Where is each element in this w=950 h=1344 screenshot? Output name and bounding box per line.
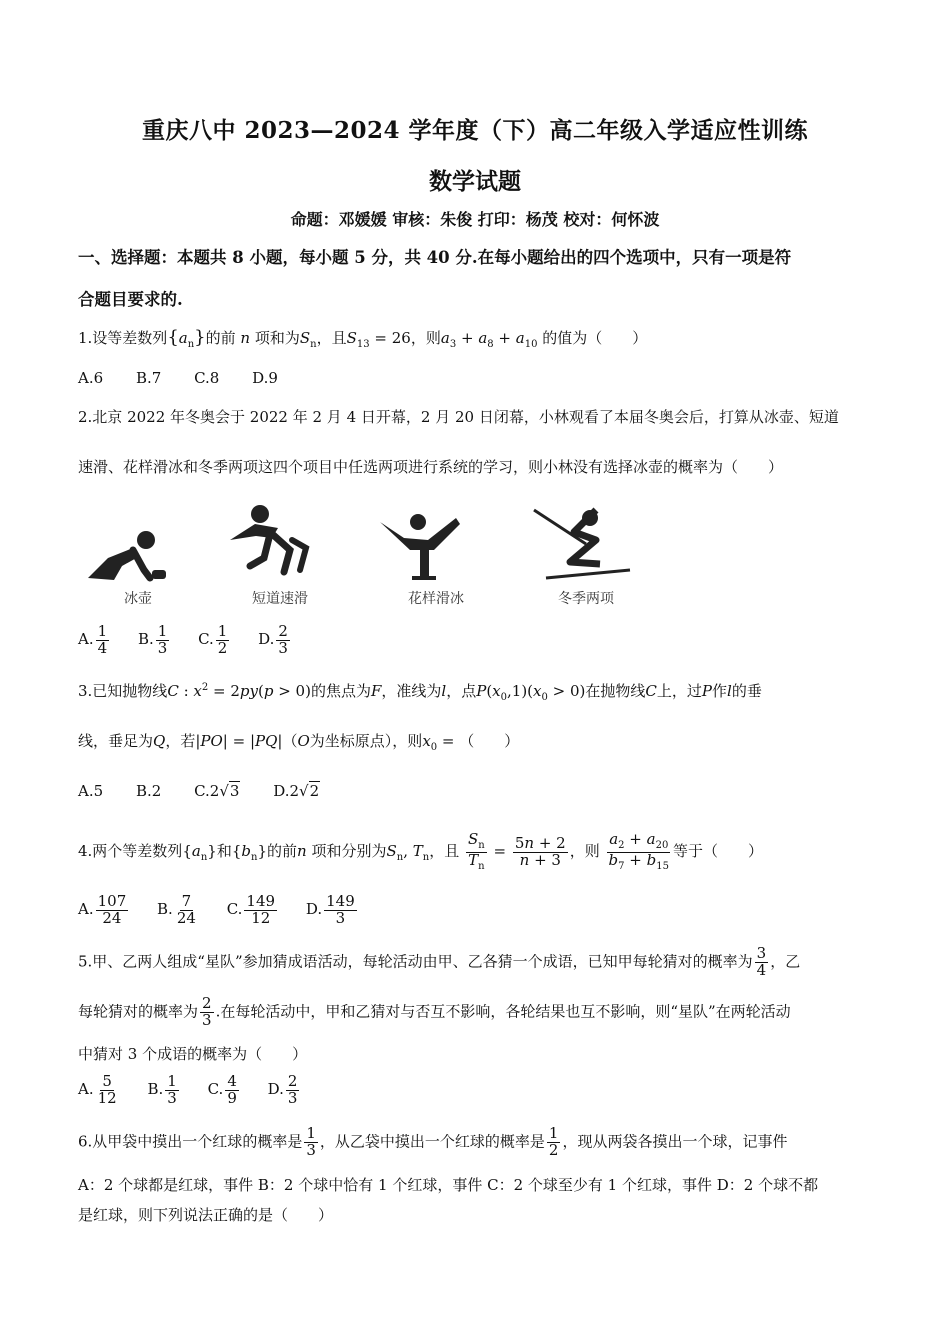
option-c: C. $\frac{4}{9}$ (207, 1072, 237, 1107)
section-heading-line2: 合题目要求的. (78, 290, 183, 309)
section-heading-line1: 一、选择题：本题共 8 小题，每小题 5 分，共 40 分.在每小题给出的四个选项中，只有一项是符 (78, 248, 792, 267)
question-3-line1: 3.已知抛物线C : $x^2 = 2py(p > 0)$的焦点为F，准线为l，点$P(x_0,1)(x_0 > 0)$在抛物线C上，过P作l的垂 (78, 682, 762, 703)
option-b: B. $\frac{7}{24}$ (157, 892, 196, 927)
option-c: C. $\frac{149}{12}$ (226, 892, 276, 927)
question-6-line1: 6.从甲袋中摸出一个红球的概率是 $\frac{1}{3}$ ，从乙袋中摸出一个红球的概率是 $\frac{1}{2}$ ，现从两袋各摸出一个球，记事件 (78, 1124, 788, 1159)
question-4: 4.两个等差数列$\{a_n\}$和$\{b_n\}$的前n 项和分别为$S_n$, $T_n$，且 $\frac{S_n}{T_n}$ = $\frac{5n + 2}{n + 3}$ ，则 $\frac{a_2 + a_{20}}{b_7 + b_{15}}$ 等于（ ） (78, 830, 763, 872)
question-5-line3: 中猜对 3 个成语的概率为（ ） (78, 1045, 308, 1063)
speed-skating-pictogram (220, 500, 340, 618)
curling-pictogram (78, 500, 198, 618)
option-a: A. $\frac{107}{24}$ (78, 892, 127, 927)
option-c: C. $\frac{1}{2}$ (198, 622, 228, 657)
option-d: D.2√2 (273, 782, 320, 800)
option-d: D. $\frac{2}{3}$ (258, 622, 288, 657)
figure-skating-pictogram (376, 500, 496, 618)
question-4-options (78, 894, 359, 927)
option-d: D.9 (252, 369, 278, 387)
caption-curling: 冰壶 (124, 591, 152, 607)
option-d: D. $\frac{2}{3}$ (267, 1072, 298, 1107)
short-track-icon (220, 500, 340, 592)
question-5-line1: 5.甲、乙两人组成“星队”参加猜成语活动，每轮活动由甲、乙各猜一个成语，已知甲每轮猜对的概率为 $\frac{3}{4}$ ，乙 (78, 944, 801, 979)
caption-short-track: 短道速滑 (252, 591, 308, 607)
figure-skating-icon (376, 500, 496, 592)
question-2-line2: 速滑、花样滑冰和冬季两项这四个项目中任选两项进行系统的学习，则小林没有选择冰壶的概率为（ ） (78, 458, 784, 476)
question-5-options (78, 1074, 301, 1107)
question-3-line2: 线，垂足为Q，若|PO| = |PQ|（O为坐标原点），则$x_0$ = （ ） (78, 732, 520, 753)
question-2-options (78, 624, 292, 657)
option-c: C.8 (194, 369, 220, 387)
winter-sports-pictograms (78, 500, 638, 618)
biathlon-pictogram (526, 500, 646, 618)
exam-subtitle: 数学试题 (429, 168, 521, 195)
option-b: B.2 (135, 782, 162, 800)
option-b: B. $\frac{1}{3}$ (147, 1072, 177, 1107)
question-3-options (78, 782, 320, 800)
curling-icon (78, 500, 198, 592)
caption-figure-skating: 花样滑冰 (408, 591, 464, 607)
question-1: 1.设等差数列$\{a_n\}$的前 n 项和为$S_n$，且$S_{13} = 26$，则$a_3 + a_8 + a_{10}$ 的值为（ ） (78, 327, 648, 350)
staff-line: 命题：邓媛媛 审核：朱俊 打印：杨茂 校对：何怀波 (290, 210, 660, 229)
question-1-options (78, 369, 306, 387)
biathlon-icon (526, 500, 646, 592)
option-a: A.5 (78, 782, 104, 800)
caption-biathlon: 冬季两项 (558, 591, 614, 607)
option-b: B. $\frac{1}{3}$ (137, 622, 168, 657)
option-d: D. $\frac{149}{3}$ (305, 892, 355, 927)
question-2-line1: 2.北京 2022 年冬奥会于 2022 年 2 月 4 日开幕，2 月 20 日闭幕，小林观看了本届冬奥会后，打算从冰壶、短道 (78, 408, 839, 426)
question-6-line3: 是红球，则下列说法正确的是（ ） (78, 1206, 334, 1224)
exam-title: 重庆八中 2023—2024 学年度（下）高二年级入学适应性训练 (141, 117, 809, 144)
option-a: A. $\frac{5}{12}$ (78, 1072, 117, 1107)
option-a: A.6 (78, 369, 104, 387)
option-a: A. $\frac{1}{4}$ (78, 622, 108, 657)
question-6-line2: A：2 个球都是红球，事件 B：2 个球中恰有 1 个红球，事件 C：2 个球至少有 1 个红球，事件 D：2 个球不都 (78, 1176, 819, 1194)
option-c: C.2√3 (194, 782, 240, 800)
option-b: B.7 (135, 369, 162, 387)
question-5-line2: 每轮猜对的概率为 $\frac{2}{3}$ .在每轮活动中，甲和乙猜对与否互不影响，各轮结果也互不影响，则“星队”在两轮活动 (78, 994, 791, 1029)
